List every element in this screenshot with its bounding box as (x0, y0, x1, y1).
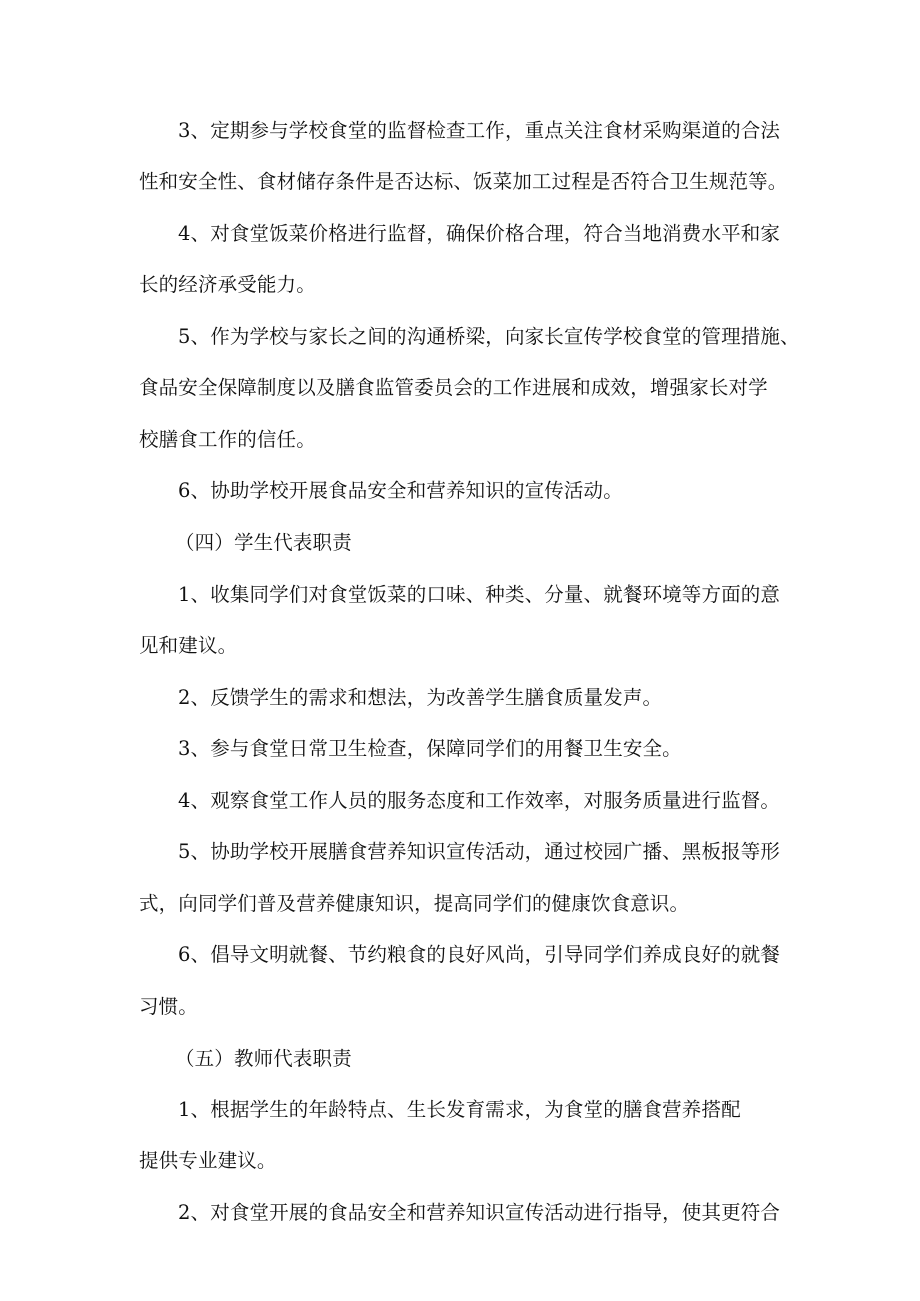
student-item-1-line-1: 1、收集同学们对食堂饭菜的口味、种类、分量、就餐环境等方面的意 (178, 583, 781, 606)
teacher-item-1-line-1: 1、根据学生的年龄特点、生长发育需求，为食堂的膳食营养搭配 (178, 1098, 741, 1121)
student-item-4-line-1: 4、观察食堂工作人员的服务态度和工作效率，对服务质量进行监督。 (178, 789, 781, 812)
paragraph-4-line-2: 长的经济承受能力。 (139, 273, 316, 296)
section-heading-student-representatives: （四）学生代表职责 (175, 531, 352, 554)
paragraph-6-line-1: 6、协助学校开展食品安全和营养知识的宣传活动。 (178, 479, 623, 502)
paragraph-5-line-1: 5、作为学校与家长之间的沟通桥梁，向家长宣传学校食堂的管理措施、 (178, 325, 800, 348)
paragraph-3-line-1: 3、定期参与学校食堂的监督检查工作，重点关注食材采购渠道的合法 (178, 119, 781, 142)
teacher-item-1-line-2: 提供专业建议。 (139, 1149, 277, 1172)
section-heading-teacher-representatives: （五）教师代表职责 (175, 1047, 352, 1070)
student-item-5-line-1: 5、协助学校开展膳食营养知识宣传活动，通过校园广播、黑板报等形 (178, 840, 781, 863)
paragraph-4-line-1: 4、对食堂饭菜价格进行监督，确保价格合理，符合当地消费水平和家 (178, 222, 781, 245)
paragraph-5-line-2: 食品安全保障制度以及膳食监管委员会的工作进展和成效，增强家长对学 (139, 376, 768, 399)
paragraph-3-line-2: 性和安全性、食材储存条件是否达标、饭菜加工过程是否符合卫生规范等。 (139, 170, 788, 193)
teacher-item-2-line-1: 2、对食堂开展的食品安全和营养知识宣传活动进行指导，使其更符合 (178, 1201, 781, 1224)
student-item-1-line-2: 见和建议。 (139, 634, 238, 657)
paragraph-5-line-3: 校膳食工作的信任。 (139, 428, 316, 451)
student-item-5-line-2: 式，向同学们普及营养健康知识，提高同学们的健康饮食意识。 (139, 892, 690, 915)
student-item-6-line-1: 6、倡导文明就餐、节约粮食的良好风尚，引导同学们养成良好的就餐 (178, 943, 781, 966)
student-item-3-line-1: 3、参与食堂日常卫生检查，保障同学们的用餐卫生安全。 (178, 737, 682, 760)
student-item-2-line-1: 2、反馈学生的需求和想法，为改善学生膳食质量发声。 (178, 686, 663, 709)
student-item-6-line-2: 习惯。 (139, 995, 198, 1018)
